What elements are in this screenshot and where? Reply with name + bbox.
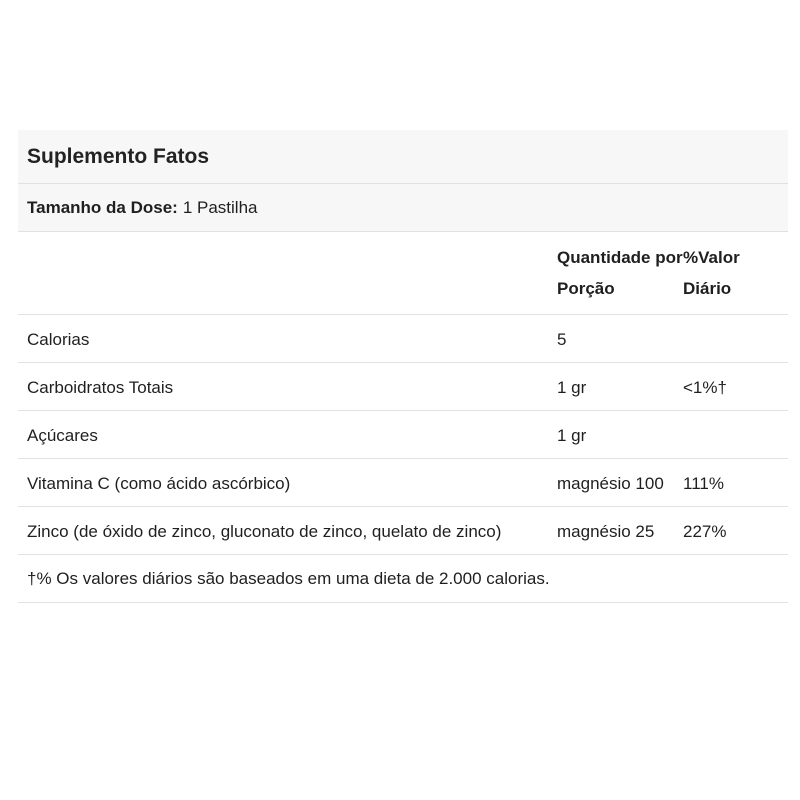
nutrient-amount: 1 gr [557, 363, 683, 411]
table-row [18, 411, 788, 459]
nutrient-name: Açúcares [18, 411, 557, 459]
supplement-facts-panel [18, 130, 788, 603]
nutrient-daily-value: 111% [683, 459, 788, 507]
table-header-row [18, 232, 788, 315]
panel-title: Suplemento Fatos [18, 130, 788, 184]
nutrient-daily-value: <1%† [683, 363, 788, 411]
table-row [18, 315, 788, 363]
serving-size-row [18, 184, 788, 232]
header-amount: Quantidade por Porção [557, 232, 683, 315]
nutrient-table [18, 232, 788, 555]
nutrient-amount: 5 [557, 315, 683, 363]
serving-size-label: Tamanho da Dose: [27, 197, 178, 217]
footnote: †% Os valores diários são baseados em uma dieta de 2.000 calorias. [18, 555, 788, 603]
serving-size-value: 1 Pastilha [182, 197, 258, 217]
nutrient-name: Vitamina C (como ácido ascórbico) [18, 459, 557, 507]
nutrient-amount: magnésio 25 [557, 507, 683, 555]
table-row [18, 459, 788, 507]
nutrient-amount: magnésio 100 [557, 459, 683, 507]
nutrient-daily-value [683, 315, 788, 363]
nutrient-name: Carboidratos Totais [18, 363, 557, 411]
nutrient-name: Zinco (de óxido de zinco, gluconato de zinco, quelato de zinco) [18, 507, 557, 555]
header-nutrient [18, 232, 557, 315]
table-row [18, 507, 788, 555]
table-row [18, 363, 788, 411]
nutrient-amount: 1 gr [557, 411, 683, 459]
nutrient-daily-value: 227% [683, 507, 788, 555]
header-daily-value: %Valor Diário [683, 232, 788, 315]
nutrient-daily-value [683, 411, 788, 459]
nutrient-name: Calorias [18, 315, 557, 363]
